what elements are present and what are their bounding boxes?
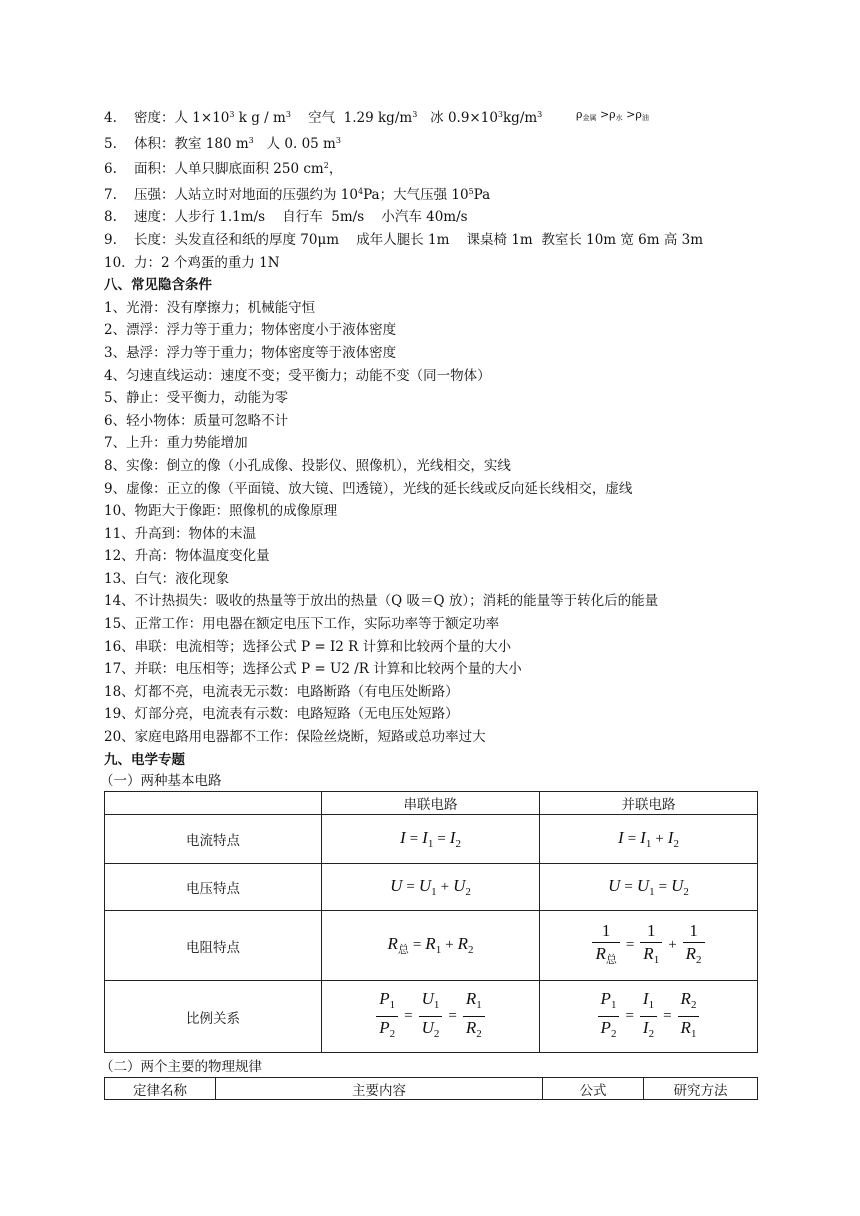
list-item: 9. 长度：头发直径和纸的厚度 70μm 成年人腿长 1m 课桌椅 1m 教室长 10m 宽 6m 高 3m	[104, 231, 704, 248]
header-law-name: 定律名称	[105, 1078, 216, 1100]
list-item: 1、光滑：没有摩擦力；机械能守恒	[104, 299, 316, 316]
list-item: 5、静止：受平衡力，动能为零	[104, 390, 289, 407]
row-label-resistance: 电阻特点	[105, 911, 322, 981]
formula-parallel-current: $I = I_1 + I_2$	[540, 815, 758, 864]
list-item: 14、不计热损失：吸收的热量等于放出的热量（Q 吸＝Q 放）；消耗的能量等于转化后的能量	[104, 593, 659, 610]
list-item: 10. 力：2 个鸡蛋的重力 1N	[104, 254, 280, 271]
list-item: 20、家庭电路用电器都不工作：保险丝烧断，短路或总功率过大	[104, 729, 486, 746]
common-values-list	[104, 104, 760, 274]
laws-table	[104, 1077, 758, 1100]
formula-series-current: $I = I_1 = I_2$	[322, 815, 540, 864]
list-item: 12、升高：物体温度变化量	[104, 548, 270, 565]
list-item: 6、轻小物体：质量可忽略不计	[104, 412, 289, 429]
list-item: 9、虚像：正立的像（平面镜、放大镜、凹透镜），光线的延长线或反向延长线相交，虚线	[104, 480, 633, 497]
row-label-current: 电流特点	[105, 815, 322, 864]
section-9-heading: 九、电学专题	[104, 751, 185, 768]
list-item: 4. 密度：人 $1\times 10^3$ k g / $m^3$ 空气 1.29 $kg/m^3$ 冰 $0.9\times 10^3kg/m^3$ ρ金属 >ρ水 >ρ油	[104, 104, 760, 130]
list-item: 2、漂浮：浮力等于重力；物体密度小于液体密度	[104, 322, 397, 339]
list-item: 6. 面积：人单只脚底面积 250 $cm^2$，	[104, 161, 343, 178]
formula-parallel-ratio: $\frac{P_1}{P_2}$ = $\frac{I_1}{I_2}$ = $\frac{R_2}{R_1}$	[540, 981, 758, 1053]
list-item: 18、灯都不亮，电流表无示数：电路断路（有电压处断路）	[104, 683, 459, 700]
row-label-ratio: 比例关系	[105, 981, 322, 1053]
formula-series-resistance: $R_总 = R_1 + R_2$	[322, 911, 540, 981]
table-row	[105, 911, 758, 981]
list-item: 10、物距大于像距：照像机的成像原理	[104, 503, 338, 520]
list-item: 15、正常工作：用电器在额定电压下工作，实际功率等于额定功率	[104, 616, 500, 633]
list-item: 8. 速度：人步行 1.1m/s 自行车 5m/s 小汽车 40m/s	[104, 209, 468, 226]
list-item: 8、实像：倒立的像（小孔成像、投影仪、照像机），光线相交，实线	[104, 457, 511, 474]
table-header-parallel: 并联电路	[540, 792, 758, 815]
document-page	[100, 104, 760, 1100]
list-item: 7、上升：重力势能增加	[104, 435, 248, 452]
circuit-table	[104, 791, 758, 1053]
list-item: 19、灯部分亮，电流表有示数：电路短路（无电压处短路）	[104, 706, 459, 723]
list-item: 5. 体积：教室 180 $m^3$ 人 0. 05 $m^3$	[104, 135, 341, 152]
formula-parallel-voltage: $U = U_1 = U_2$	[540, 864, 758, 911]
density-comparison: ρ金属 >ρ水 >ρ油	[576, 108, 649, 122]
row-label-voltage: 电压特点	[105, 864, 322, 911]
header-main-content: 主要内容	[216, 1078, 543, 1100]
table-row	[105, 981, 758, 1053]
section-8-heading: 八、常见隐含条件	[104, 277, 212, 294]
formula-parallel-resistance: 1 $R_总$ = $\frac{1}{R_1}$ + $\frac{1}{R_2}$	[540, 911, 758, 981]
list-item: 3、悬浮：浮力等于重力；物体密度等于液体密度	[104, 344, 397, 361]
list-item: 4、匀速直线运动：速度不变；受平衡力；动能不变（同一物体）	[104, 367, 491, 384]
formula-series-ratio: $\frac{P_1}{P_2}$ = $\frac{U_1}{U_2}$ = $\frac{R_1}{R_2}$	[322, 981, 540, 1053]
subsection-laws: （二）两个主要的物理规律	[100, 1059, 262, 1076]
list-item: 11、升高到：物体的末温	[104, 525, 257, 542]
header-method: 研究方法	[644, 1078, 758, 1100]
hidden-conditions-list	[104, 297, 760, 749]
subsection-circuits: （一）两种基本电路	[100, 773, 222, 790]
table-row	[105, 815, 758, 864]
table-header-row	[105, 792, 758, 815]
table-header-series: 串联电路	[322, 792, 540, 815]
formula-series-voltage: $U = U_1 + U_2$	[322, 864, 540, 911]
list-item: 13、白气：液化现象	[104, 570, 230, 587]
table-row	[105, 864, 758, 911]
list-item: 16、串联：电流相等；选择公式 P = I2 R 计算和比较两个量的大小	[104, 638, 512, 655]
table-header-cell	[105, 792, 322, 815]
list-item: 7. 压强：人站立时对地面的压强约为 $10^4Pa$；大气压强 $10^5Pa$	[104, 186, 491, 203]
table-header-row	[105, 1078, 758, 1100]
header-formula: 公式	[543, 1078, 644, 1100]
list-item: 17、并联：电压相等；选择公式 P = U2 /R 计算和比较两个量的大小	[104, 661, 522, 678]
